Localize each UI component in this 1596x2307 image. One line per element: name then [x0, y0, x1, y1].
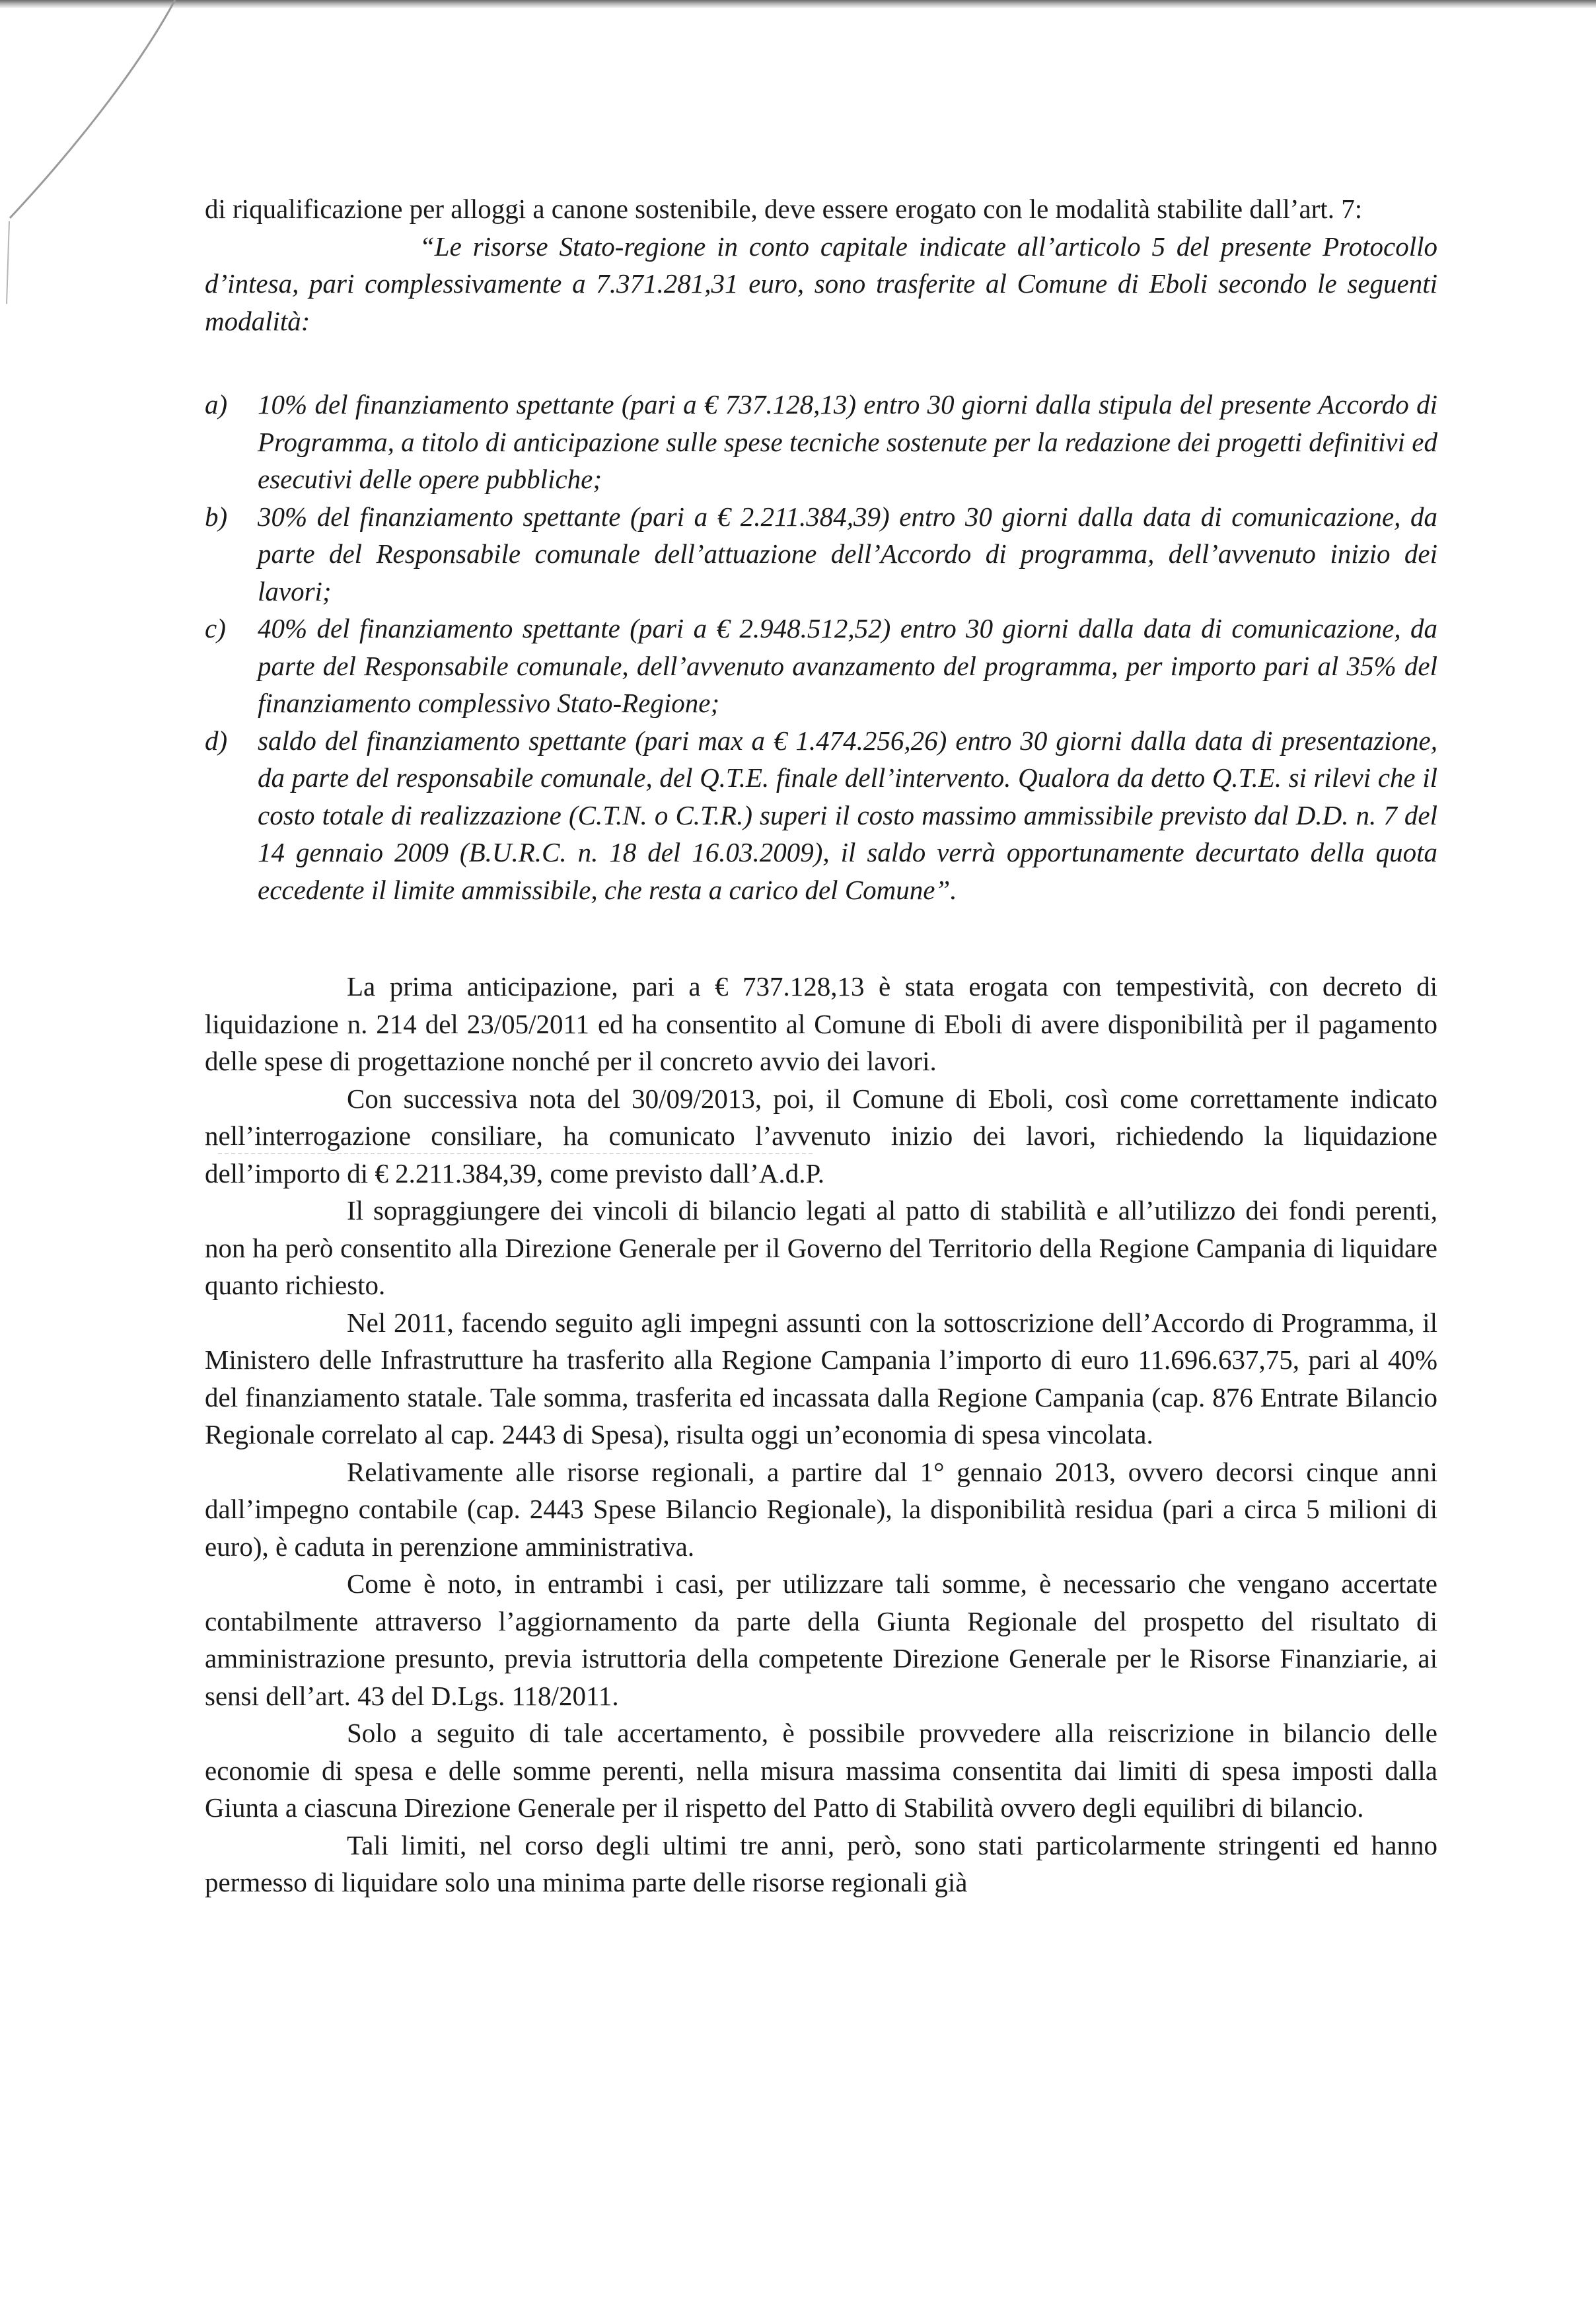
- list-item-text: 10% del finanziamento spettante (pari a € 737.128,13) entro 30 giorni dalla stipula del presente Accordo di Programma, a titolo di anticipazione sulle spese tecniche sostenute per la redazione dei progetti definitivi ed esecutivi delle opere pubbliche;: [258, 389, 1437, 494]
- body-paragraph: Con successiva nota del 30/09/2013, poi, il Comune di Eboli, così come correttamente indicato nell’interrogazione consiliare, ha comunicato l’avvenuto inizio dei lavori, richiedendo la liquidazione dell’importo di € 2.211.384,39, come previsto dall’A.d.P.: [205, 1083, 1437, 1189]
- list-item: [205, 386, 1437, 498]
- scan-top-edge: [0, 0, 1596, 8]
- list-item: [205, 722, 1437, 909]
- body-paragraph: Come è noto, in entrambi i casi, per utilizzare tali somme, è necessario che vengano accertate contabilmente attraverso l’aggiornamento da parte della Giunta Regionale del prospetto del risultato di amministrazione presunto, previa istruttoria della competente Direzione Generale per le Risorse Finanziarie, ai sensi dell’art. 43 del D.Lgs. 118/2011.: [205, 1568, 1437, 1711]
- list-item: [205, 498, 1437, 610]
- body-paragraph: Nel 2011, facendo seguito agli impegni assunti con la sottoscrizione dell’Accordo di Programma, il Ministero delle Infrastrutture ha trasferito alla Regione Campania l’importo di euro 11.696.637,75, pari al 40% del finanziamento statale. Tale somma, trasferita ed incassata dalla Regione Campania (cap. 876 Entrate Bilancio Regionale correlato al cap. 2443 di Spesa), risulta oggi un’economia di spesa vincolata.: [205, 1307, 1437, 1449]
- quoted-article-text: “Le risorse Stato-regione in conto capitale indicate all’articolo 5 del presente Protocollo d’intesa, pari complessivamente a 7.371.281,31 euro, sono trasferite al Comune di Eboli secondo le seguenti modalità:: [205, 231, 1437, 336]
- intro-paragraph: di riqualificazione per alloggi a canone sostenibile, deve essere erogato con le modalità stabilite dall’art. 7:: [205, 194, 1363, 224]
- body-paragraph: Il sopraggiungere dei vincoli di bilancio legati al patto di stabilità e all’utilizzo dei fondi perenti, non ha però consentito alla Direzione Generale per il Governo del Territorio della Regione Campania di liquidare quanto richiesto.: [205, 1195, 1437, 1300]
- page-fold-mark: [0, 0, 198, 304]
- list-marker: b): [205, 501, 228, 532]
- list-item: [205, 610, 1437, 722]
- list-item-text: 30% del finanziamento spettante (pari a € 2.211.384,39) entro 30 giorni dalla data di comunicazione, da parte del Responsabile comunale dell’attuazione dell’Accordo di programma, dell’avvenuto inizio dei lavori;: [258, 501, 1437, 606]
- document-page: [205, 190, 1437, 1901]
- list-marker: d): [205, 725, 228, 756]
- body-paragraph: Solo a seguito di tale accertamento, è possibile provvedere alla reiscrizione in bilancio delle economie di spesa e delle somme perenti, nella misura massima consentita dai limiti di spesa imposti dalla Giunta a ciascuna Direzione Generale per il rispetto del Patto di Stabilità ovvero degli equilibri di bilancio.: [205, 1718, 1437, 1823]
- body-paragraph: Relativamente alle risorse regionali, a partire dal 1° gennaio 2013, ovvero decorsi cinque anni dall’impegno contabile (cap. 2443 Spese Bilancio Regionale), la disponibilità residua (pari a circa 5 milioni di euro), è caduta in perenzione amministrativa.: [205, 1456, 1437, 1562]
- list-marker: a): [205, 389, 228, 420]
- list-marker: c): [205, 613, 226, 643]
- body-paragraph: La prima anticipazione, pari a € 737.128,13 è stata erogata con tempestività, con decreto di liquidazione n. 214 del 23/05/2011 ed ha consentito al Comune di Eboli di avere disponibilità per il pagamento delle spese di progettazione nonché per il concreto avvio dei lavori.: [205, 971, 1437, 1076]
- list-item-text: saldo del finanziamento spettante (pari max a € 1.474.256,26) entro 30 giorni dalla data di presentazione, da parte del responsabile comunale, del Q.T.E. finale dell’intervento. Qualora da detto Q.T.E. si rilevi che il costo totale di realizzazione (C.T.N. o C.T.R.) superi il costo massimo ammissibile previsto dal D.D. n. 7 del 14 gennaio 2009 (B.U.R.C. n. 18 del 16.03.2009), il saldo verrà opportunamente decurtato della quota eccedente il limite ammissibile, che resta a carico del Comune”.: [258, 725, 1437, 905]
- list-item-text: 40% del finanziamento spettante (pari a € 2.948.512,52) entro 30 giorni dalla data di comunicazione, da parte del Responsabile comunale, dell’avvenuto avanzamento del programma, per importo pari al 35% del finanziamento complessivo Stato-Regione;: [258, 613, 1437, 718]
- payment-modalities-list: [205, 386, 1437, 908]
- section-spacer: [205, 908, 1437, 968]
- body-paragraph: Tali limiti, nel corso degli ultimi tre anni, però, sono stati particolarmente stringenti ed hanno permesso di liquidare solo una minima parte delle risorse regionali già: [205, 1829, 1437, 1897]
